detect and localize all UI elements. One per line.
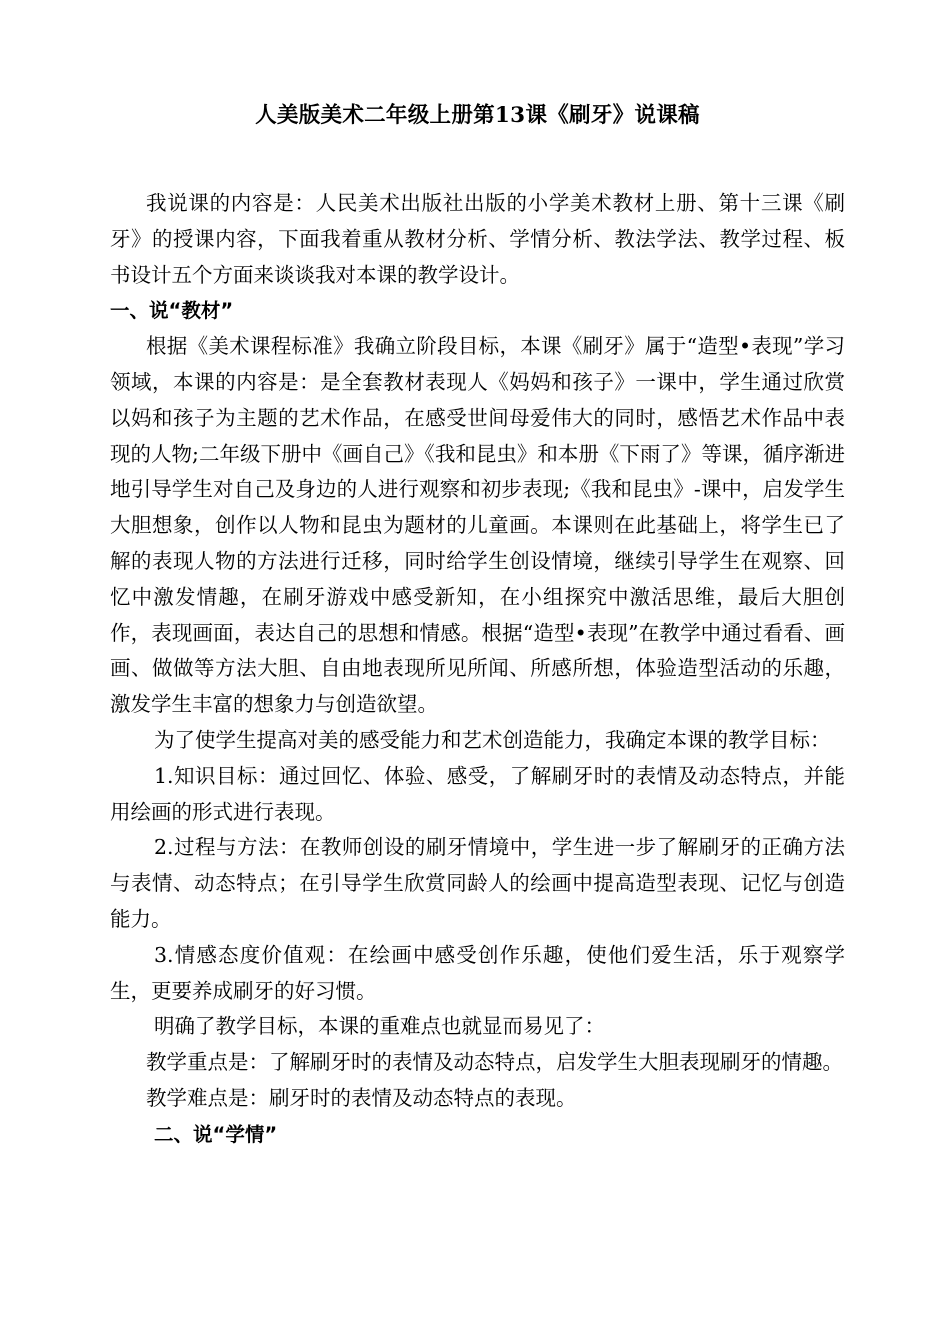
goal-knowledge: 1.知识目标：通过回忆、体验、感受，了解刷牙时的表情及动态特点，并能用绘画的形式进行表现。 — [110, 763, 845, 824]
intro-paragraph: 我说课的内容是：人民美术出版社出版的小学美术教材上册、第十三课《刷牙》的授课内容，下面我着重从教材分析、学情分析、教法学法、教学过程、板书设计五个方面来谈谈我对本课的教学设计。 — [110, 191, 845, 287]
section-heading-textbook: 一、说“教材” — [110, 299, 234, 323]
document-title: 人美版美术二年级上册第13课《刷牙》说课稿 — [255, 103, 700, 128]
document-page — [110, 96, 845, 1153]
goal-process-method: 2.过程与方法：在教师创设的刷牙情境中，学生进一步了解刷牙的正确方法与表情、动态特点；在引导学生欣赏同龄人的绘画中提高造型表现、记忆与创造能力。 — [110, 835, 845, 931]
goal-emotion-values: 3.情感态度价值观：在绘画中感受创作乐趣，使他们爱生活，乐于观察学生，更要养成刷牙的好习惯。 — [110, 942, 845, 1003]
key-difficult-intro: 明确了教学目标，本课的重难点也就显而易见了： — [154, 1014, 605, 1039]
teaching-difficult-point: 教学难点是：刷牙时的表情及动态特点的表现。 — [146, 1085, 577, 1110]
teaching-key-point: 教学重点是：了解刷牙时的表情及动态特点，启发学生大胆表现刷牙的情趣。 — [146, 1050, 843, 1075]
section-heading-learners: 二、说“学情” — [154, 1122, 278, 1146]
textbook-analysis-paragraph: 根据《美术课程标准》我确立阶段目标，本课《刷牙》属于“造型•表现”学习领域，本课的内容是：是全套教材表现人《妈妈和孩子》一课中，学生通过欣赏以妈和孩子为主题的艺术作品，在感受世间母爱伟大的同时，感悟艺术作品中表现的人物;二年级下册中《画自己》《我和昆虫》和本册《下雨了》等课，循序渐进地引导学生对自己及身边的人进行观察和初步表现;《我和昆虫》-课中，启发学生大胆想象，创作以人物和昆虫为题材的儿童画。本课则在此基础上，将学生已了解的表现人物的方法进行迁移，同时给学生创设情境，继续引导学生在观察、回忆中激发情趣，在刷牙游戏中感受新知，在小组探究中激活思维，最后大胆创作，表现画面，表达自己的思想和情感。根据“造型•表现”在教学中通过看看、画画、做做等方法大胆、自由地表现所见所闻、所感所想，体验造型活动的乐趣，激发学生丰富的想象力与创造欲望。 — [110, 334, 845, 717]
goals-intro-paragraph: 为了使学生提高对美的感受能力和艺术创造能力，我确定本课的教学目标： — [154, 727, 831, 752]
